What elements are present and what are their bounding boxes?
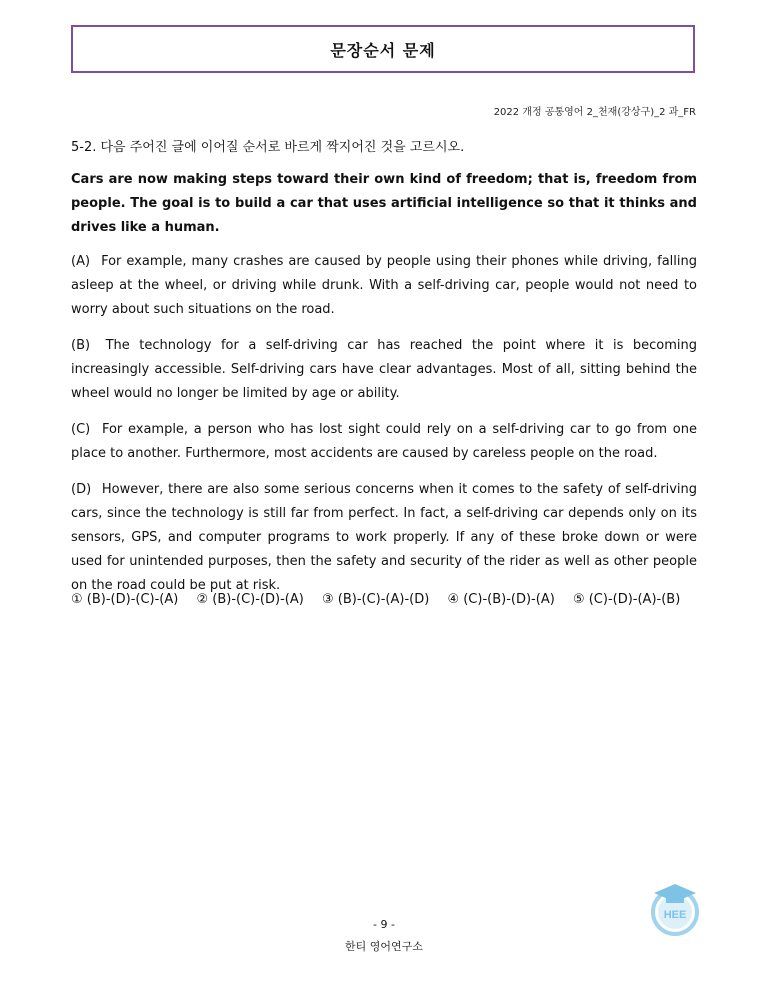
paragraph-label: (B) [71,338,91,353]
choice-3[interactable]: ③ (B)-(C)-(A)-(D) [321,592,430,607]
paragraph-label: (A) [71,254,91,269]
choice-2[interactable]: ② (B)-(C)-(D)-(A) [196,592,304,607]
title-box [71,25,695,73]
intro-paragraph: Cars are now making steps toward their own kind of freedom; that is, freedom from people. The goal is to build a car that uses artificial intelligence so that it thinks and drives like a human. [71,172,697,235]
paragraph-a [71,250,697,322]
page-title: 문장순서 문제 [330,40,436,60]
paragraph-text: However, there are also some serious concerns when it comes to the safety of self-driving cars, since the technology is still far from perfect. In fact, a self-driving car depends only on its sensors, GPS, and computer programs to work properly. If any of these broke down or were used for unintended purposes, then the safety and security of the rider as well as other people on the road could be put at risk. [71,482,697,593]
page-number: - 9 - [373,918,395,931]
paragraph-label: (D) [71,482,92,497]
footer-text: 한티 영어연구소 [345,940,423,953]
paragraph-text: For example, many crashes are caused by people using their phones while driving, falling asleep at the wheel, or driving while drunk. With a self-driving car, people would not need to worry about such situations on the road. [71,254,697,317]
source-label: 2022 개정 공통영어 2_천재(강상구)_2 과_FR [493,107,696,118]
logo-text: HEE [663,909,687,921]
choice-5[interactable]: ⑤ (C)-(D)-(A)-(B) [572,592,681,607]
paragraph-label: (C) [71,422,91,437]
paragraph-text: The technology for a self-driving car has reached the point where it is becoming increasingly accessible. Self-driving cars have clear advantages. Most of all, sitting behind the wheel would no longer be limited by age or ability. [71,338,698,401]
paragraph-d [71,478,697,598]
question-text: 5-2. 다음 주어진 글에 이어질 순서로 바르게 짝지어진 것을 고르시오. [71,140,465,155]
paragraph-text: For example, a person who has lost sight could rely on a self-driving car to go from one place to another. Furthermore, most accidents are caused by careless people on the road. [71,422,697,461]
answer-choices [71,592,694,607]
paragraph-b [71,334,697,406]
choice-4[interactable]: ④ (C)-(B)-(D)-(A) [447,592,555,607]
choice-1[interactable]: ① (B)-(D)-(C)-(A) [71,592,179,607]
passage [71,168,697,610]
paragraph-c [71,418,697,466]
